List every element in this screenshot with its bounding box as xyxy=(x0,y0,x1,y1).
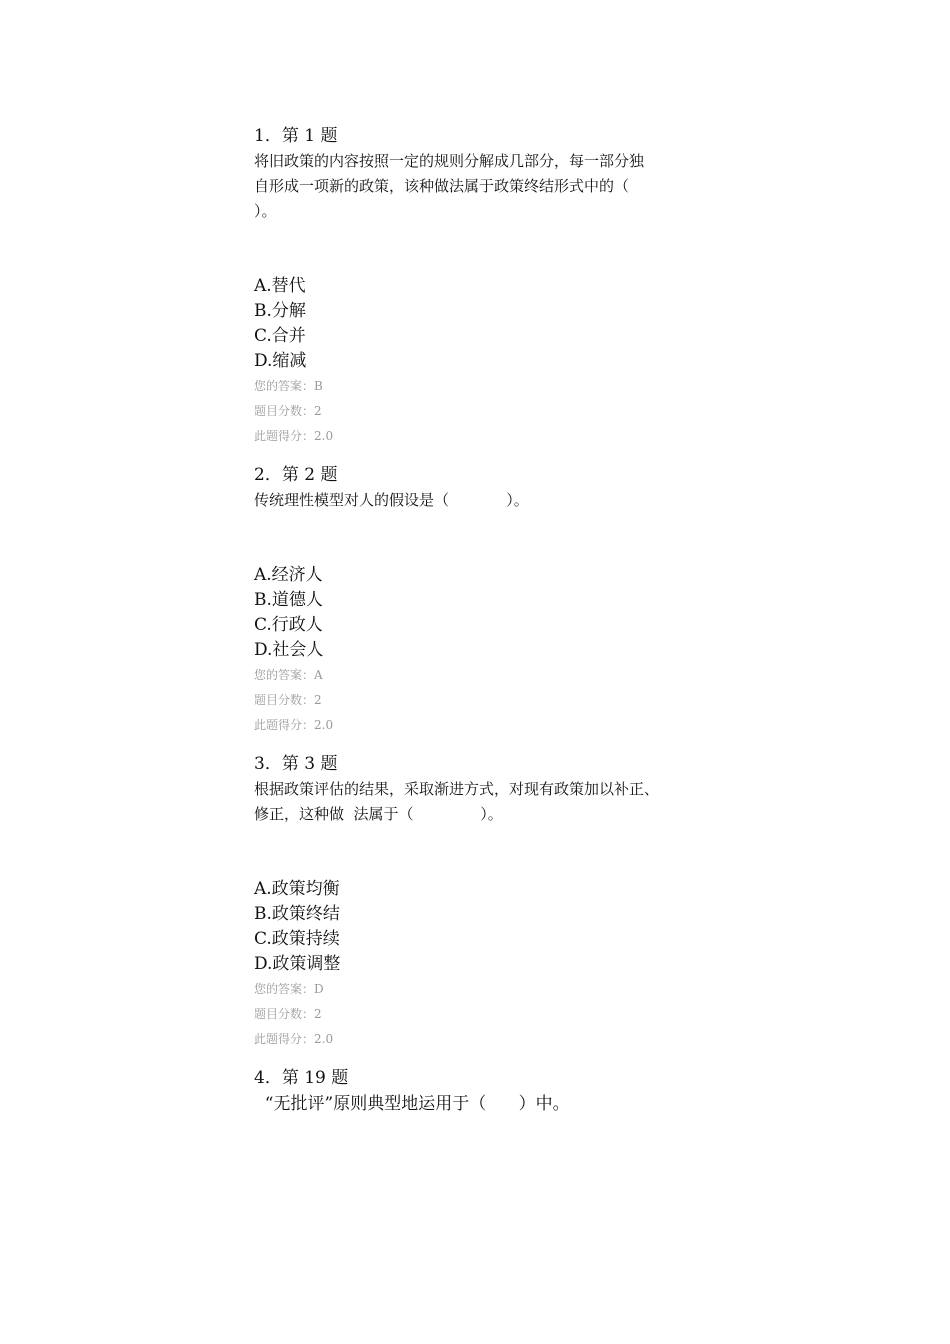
option-b: B.政策终结 xyxy=(254,904,340,924)
your-answer: 您的答案：A xyxy=(254,668,323,682)
option-d: D.社会人 xyxy=(254,640,324,660)
option-b: B.道德人 xyxy=(254,590,323,610)
question-title: 2．第 2 题 xyxy=(254,465,338,485)
question-title: 1．第 1 题 xyxy=(254,126,338,146)
option-d: D.缩减 xyxy=(254,351,307,371)
question-title: 4．第 19 题 xyxy=(254,1068,349,1088)
earned-score: 此题得分：2.0 xyxy=(254,1032,334,1046)
question-2 xyxy=(254,463,714,738)
option-a: A.政策均衡 xyxy=(254,879,340,899)
option-c: C.合并 xyxy=(254,326,306,346)
option-d: D.政策调整 xyxy=(254,954,341,974)
question-4 xyxy=(254,1066,714,1117)
option-a: A.经济人 xyxy=(254,565,323,585)
question-score: 题目分数：2 xyxy=(254,404,322,418)
earned-score: 此题得分：2.0 xyxy=(254,718,334,732)
question-title: 3．第 3 题 xyxy=(254,754,338,774)
question-score: 题目分数：2 xyxy=(254,1007,322,1021)
quiz-document xyxy=(254,124,714,1117)
spacer xyxy=(254,224,714,274)
option-c: C.政策持续 xyxy=(254,929,340,949)
question-score: 题目分数：2 xyxy=(254,693,322,707)
question-1 xyxy=(254,124,714,449)
your-answer: 您的答案：B xyxy=(254,379,323,393)
earned-score: 此题得分：2.0 xyxy=(254,429,334,443)
spacer xyxy=(254,513,714,563)
question-text: 传统理性模型对人的假设是（ ）。 xyxy=(254,491,529,509)
option-b: B.分解 xyxy=(254,301,306,321)
spacer xyxy=(254,827,714,877)
option-c: C.行政人 xyxy=(254,615,323,635)
option-a: A.替代 xyxy=(254,276,306,296)
question-text: 将旧政策的内容按照一定的规则分解成几部分，每一部分独 自形成一项新的政策，该种做法属于政策终结形式中的（ ）。 xyxy=(254,152,645,220)
question-text: “无批评”原则典型地运用于（ ）中。 xyxy=(254,1094,570,1114)
question-text: 根据政策评估的结果，采取渐进方式，对现有政策加以补正、 修正，这种做 法属于（ ）。 xyxy=(254,780,660,823)
question-3 xyxy=(254,752,714,1052)
your-answer: 您的答案：D xyxy=(254,982,324,996)
